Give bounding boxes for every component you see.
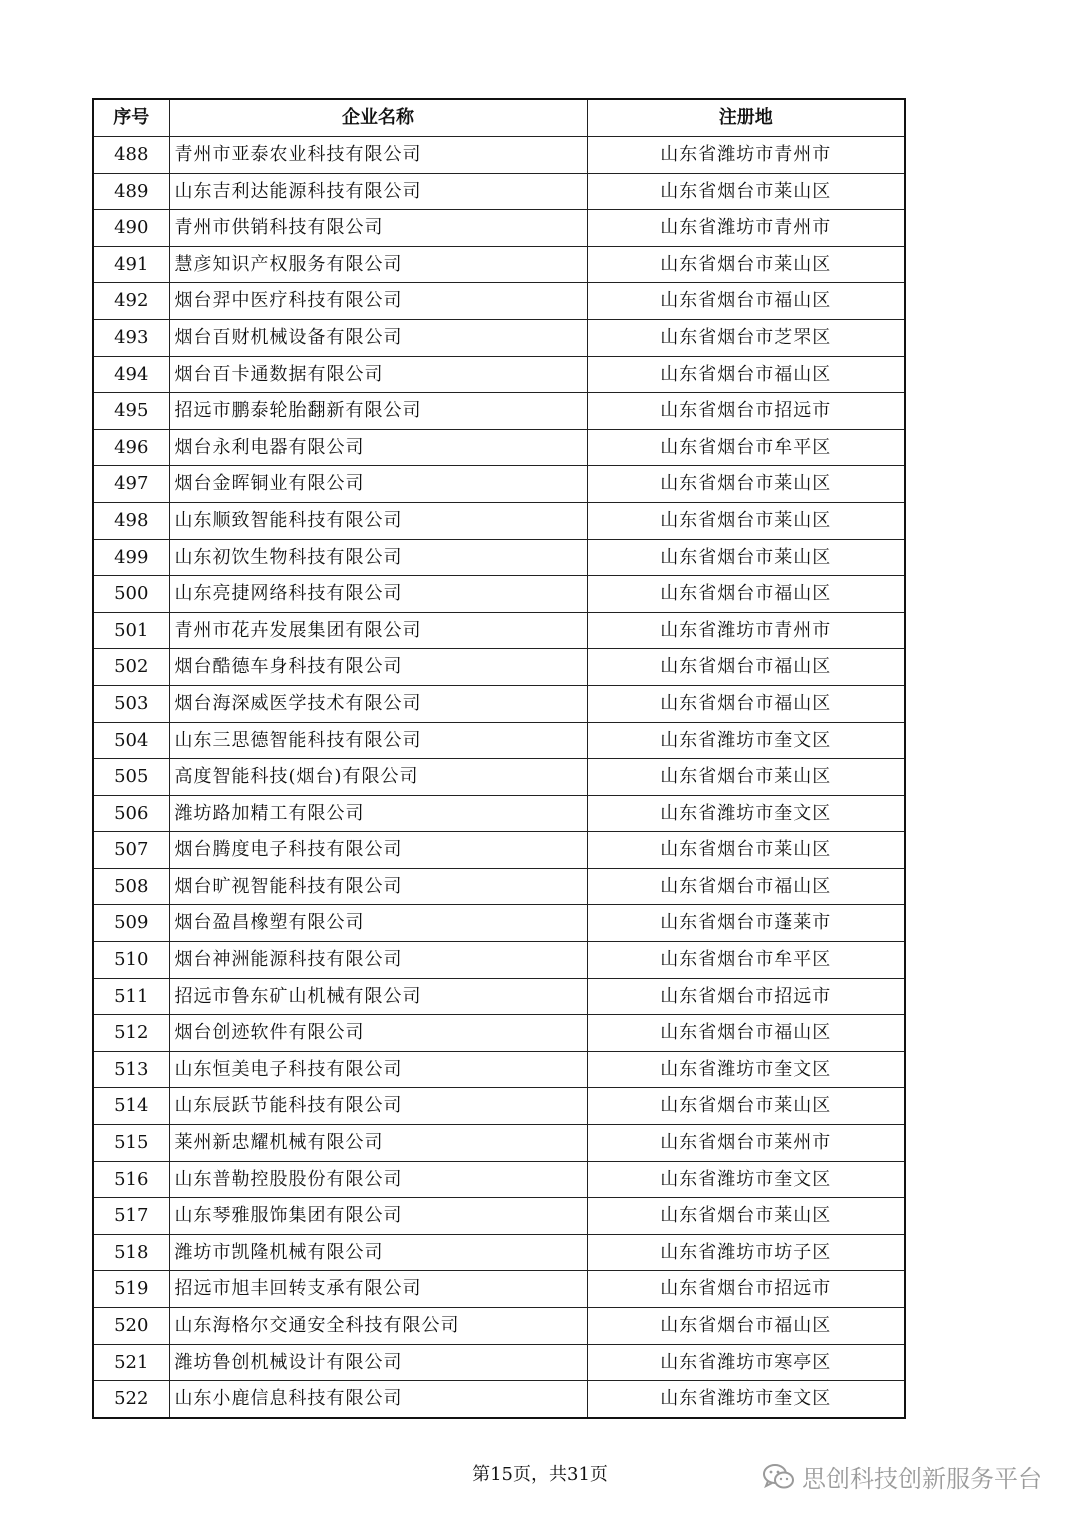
row-company-name: 烟台羿中医疗科技有限公司 (169, 283, 587, 320)
row-registered-location: 山东省潍坊市寒亭区 (587, 1344, 905, 1381)
row-company-name: 青州市供销科技有限公司 (169, 210, 587, 247)
table-row (93, 319, 905, 356)
row-company-name: 山东普勒控股股份有限公司 (169, 1161, 587, 1198)
table-row (93, 137, 905, 174)
row-company-name: 烟台旷视智能科技有限公司 (169, 868, 587, 905)
row-registered-location: 山东省烟台市芝罘区 (587, 319, 905, 356)
page-number: 第15页，共31页 (472, 1464, 608, 1485)
row-serial-number: 514 (93, 1088, 169, 1125)
table-row (93, 978, 905, 1015)
row-serial-number: 497 (93, 466, 169, 503)
header-registered-location: 注册地 (587, 99, 905, 137)
row-registered-location: 山东省烟台市福山区 (587, 868, 905, 905)
row-serial-number: 520 (93, 1308, 169, 1345)
row-registered-location: 山东省烟台市莱山区 (587, 539, 905, 576)
table-row (93, 905, 905, 942)
row-registered-location: 山东省烟台市莱山区 (587, 1198, 905, 1235)
row-serial-number: 515 (93, 1125, 169, 1162)
row-company-name: 山东三思德智能科技有限公司 (169, 722, 587, 759)
row-registered-location: 山东省烟台市莱山区 (587, 466, 905, 503)
table-row (93, 759, 905, 796)
row-registered-location: 山东省潍坊市青州市 (587, 210, 905, 247)
row-registered-location: 山东省烟台市福山区 (587, 356, 905, 393)
row-registered-location: 山东省烟台市福山区 (587, 685, 905, 722)
row-registered-location: 山东省烟台市莱山区 (587, 173, 905, 210)
row-company-name: 烟台酷德车身科技有限公司 (169, 649, 587, 686)
table-row (93, 868, 905, 905)
row-company-name: 山东海格尔交通安全科技有限公司 (169, 1308, 587, 1345)
row-registered-location: 山东省烟台市蓬莱市 (587, 905, 905, 942)
row-company-name: 潍坊鲁创机械设计有限公司 (169, 1344, 587, 1381)
row-company-name: 潍坊路加精工有限公司 (169, 795, 587, 832)
row-company-name: 招远市旭丰回转支承有限公司 (169, 1271, 587, 1308)
table-row (93, 649, 905, 686)
row-registered-location: 山东省烟台市福山区 (587, 283, 905, 320)
row-serial-number: 512 (93, 1015, 169, 1052)
row-serial-number: 500 (93, 576, 169, 613)
row-serial-number: 513 (93, 1051, 169, 1088)
company-list-table-wrap (92, 98, 904, 1419)
row-serial-number: 502 (93, 649, 169, 686)
row-serial-number: 506 (93, 795, 169, 832)
row-company-name: 山东琴雅服饰集团有限公司 (169, 1198, 587, 1235)
row-registered-location: 山东省潍坊市奎文区 (587, 1161, 905, 1198)
table-row (93, 210, 905, 247)
row-serial-number: 517 (93, 1198, 169, 1235)
table-row (93, 1161, 905, 1198)
row-registered-location: 山东省潍坊市青州市 (587, 137, 905, 174)
row-company-name: 青州市亚泰农业科技有限公司 (169, 137, 587, 174)
table-row (93, 173, 905, 210)
row-serial-number: 495 (93, 393, 169, 430)
row-company-name: 山东顺致智能科技有限公司 (169, 502, 587, 539)
row-registered-location: 山东省烟台市福山区 (587, 649, 905, 686)
row-registered-location: 山东省潍坊市坊子区 (587, 1234, 905, 1271)
row-registered-location: 山东省烟台市福山区 (587, 1015, 905, 1052)
row-company-name: 山东辰跃节能科技有限公司 (169, 1088, 587, 1125)
row-serial-number: 510 (93, 942, 169, 979)
table-row (93, 1088, 905, 1125)
row-serial-number: 509 (93, 905, 169, 942)
row-company-name: 山东初饮生物科技有限公司 (169, 539, 587, 576)
row-serial-number: 489 (93, 173, 169, 210)
row-registered-location: 山东省烟台市招远市 (587, 978, 905, 1015)
row-registered-location: 山东省烟台市招远市 (587, 1271, 905, 1308)
row-company-name: 烟台永利电器有限公司 (169, 429, 587, 466)
row-company-name: 山东恒美电子科技有限公司 (169, 1051, 587, 1088)
row-company-name: 烟台神洲能源科技有限公司 (169, 942, 587, 979)
row-company-name: 潍坊市凯隆机械有限公司 (169, 1234, 587, 1271)
table-row (93, 1234, 905, 1271)
table-row (93, 466, 905, 503)
row-serial-number: 494 (93, 356, 169, 393)
table-row (93, 356, 905, 393)
row-registered-location: 山东省烟台市牟平区 (587, 429, 905, 466)
row-registered-location: 山东省烟台市牟平区 (587, 942, 905, 979)
table-row (93, 832, 905, 869)
table-row (93, 1344, 905, 1381)
table-body (93, 137, 905, 1418)
table-row (93, 393, 905, 430)
row-company-name: 山东小鹿信息科技有限公司 (169, 1381, 587, 1418)
row-registered-location: 山东省烟台市莱山区 (587, 832, 905, 869)
row-serial-number: 516 (93, 1161, 169, 1198)
row-serial-number: 499 (93, 539, 169, 576)
header-serial-number: 序号 (93, 99, 169, 137)
row-serial-number: 505 (93, 759, 169, 796)
row-serial-number: 492 (93, 283, 169, 320)
row-registered-location: 山东省烟台市莱山区 (587, 1088, 905, 1125)
row-company-name: 烟台创迹软件有限公司 (169, 1015, 587, 1052)
row-registered-location: 山东省潍坊市奎文区 (587, 1381, 905, 1418)
row-company-name: 烟台海深威医学技术有限公司 (169, 685, 587, 722)
row-registered-location: 山东省潍坊市青州市 (587, 612, 905, 649)
row-serial-number: 503 (93, 685, 169, 722)
row-serial-number: 488 (93, 137, 169, 174)
wechat-icon (762, 1463, 796, 1491)
company-list-table (92, 98, 906, 1419)
row-company-name: 烟台百卡通数据有限公司 (169, 356, 587, 393)
table-row (93, 795, 905, 832)
row-registered-location: 山东省烟台市福山区 (587, 576, 905, 613)
row-company-name: 慧彦知识产权服务有限公司 (169, 246, 587, 283)
watermark-text: 思创科技创新服务平台 (802, 1465, 1042, 1493)
row-company-name: 烟台百财机械设备有限公司 (169, 319, 587, 356)
table-row (93, 722, 905, 759)
row-serial-number: 522 (93, 1381, 169, 1418)
row-serial-number: 508 (93, 868, 169, 905)
row-serial-number: 521 (93, 1344, 169, 1381)
row-serial-number: 519 (93, 1271, 169, 1308)
table-row (93, 1198, 905, 1235)
row-registered-location: 山东省烟台市莱山区 (587, 759, 905, 796)
row-serial-number: 496 (93, 429, 169, 466)
row-serial-number: 498 (93, 502, 169, 539)
row-company-name: 山东亮捷网络科技有限公司 (169, 576, 587, 613)
row-company-name: 莱州新忠耀机械有限公司 (169, 1125, 587, 1162)
row-company-name: 烟台金晖铜业有限公司 (169, 466, 587, 503)
table-row (93, 1308, 905, 1345)
table-row (93, 429, 905, 466)
table-row (93, 539, 905, 576)
row-registered-location: 山东省潍坊市奎文区 (587, 795, 905, 832)
row-registered-location: 山东省烟台市招远市 (587, 393, 905, 430)
row-company-name: 招远市鲁东矿山机械有限公司 (169, 978, 587, 1015)
table-row (93, 246, 905, 283)
table-row (93, 1381, 905, 1418)
table-header-row (93, 99, 905, 137)
row-registered-location: 山东省烟台市莱州市 (587, 1125, 905, 1162)
table-row (93, 942, 905, 979)
row-serial-number: 501 (93, 612, 169, 649)
table-row (93, 1051, 905, 1088)
row-serial-number: 493 (93, 319, 169, 356)
row-registered-location: 山东省烟台市莱山区 (587, 502, 905, 539)
table-row (93, 576, 905, 613)
row-registered-location: 山东省烟台市莱山区 (587, 246, 905, 283)
row-registered-location: 山东省潍坊市奎文区 (587, 1051, 905, 1088)
row-serial-number: 491 (93, 246, 169, 283)
table-row (93, 283, 905, 320)
row-serial-number: 507 (93, 832, 169, 869)
row-company-name: 高度智能科技(烟台)有限公司 (169, 759, 587, 796)
watermark (762, 1459, 1042, 1494)
row-company-name: 招远市鹏泰轮胎翻新有限公司 (169, 393, 587, 430)
table-row (93, 685, 905, 722)
row-company-name: 烟台腾度电子科技有限公司 (169, 832, 587, 869)
table-row (93, 502, 905, 539)
row-serial-number: 518 (93, 1234, 169, 1271)
row-serial-number: 504 (93, 722, 169, 759)
row-serial-number: 511 (93, 978, 169, 1015)
header-company-name: 企业名称 (169, 99, 587, 137)
row-registered-location: 山东省潍坊市奎文区 (587, 722, 905, 759)
row-company-name: 山东吉利达能源科技有限公司 (169, 173, 587, 210)
row-serial-number: 490 (93, 210, 169, 247)
table-row (93, 1015, 905, 1052)
row-registered-location: 山东省烟台市福山区 (587, 1308, 905, 1345)
table-row (93, 1125, 905, 1162)
table-row (93, 612, 905, 649)
table-row (93, 1271, 905, 1308)
row-company-name: 青州市花卉发展集团有限公司 (169, 612, 587, 649)
row-company-name: 烟台盈昌橡塑有限公司 (169, 905, 587, 942)
